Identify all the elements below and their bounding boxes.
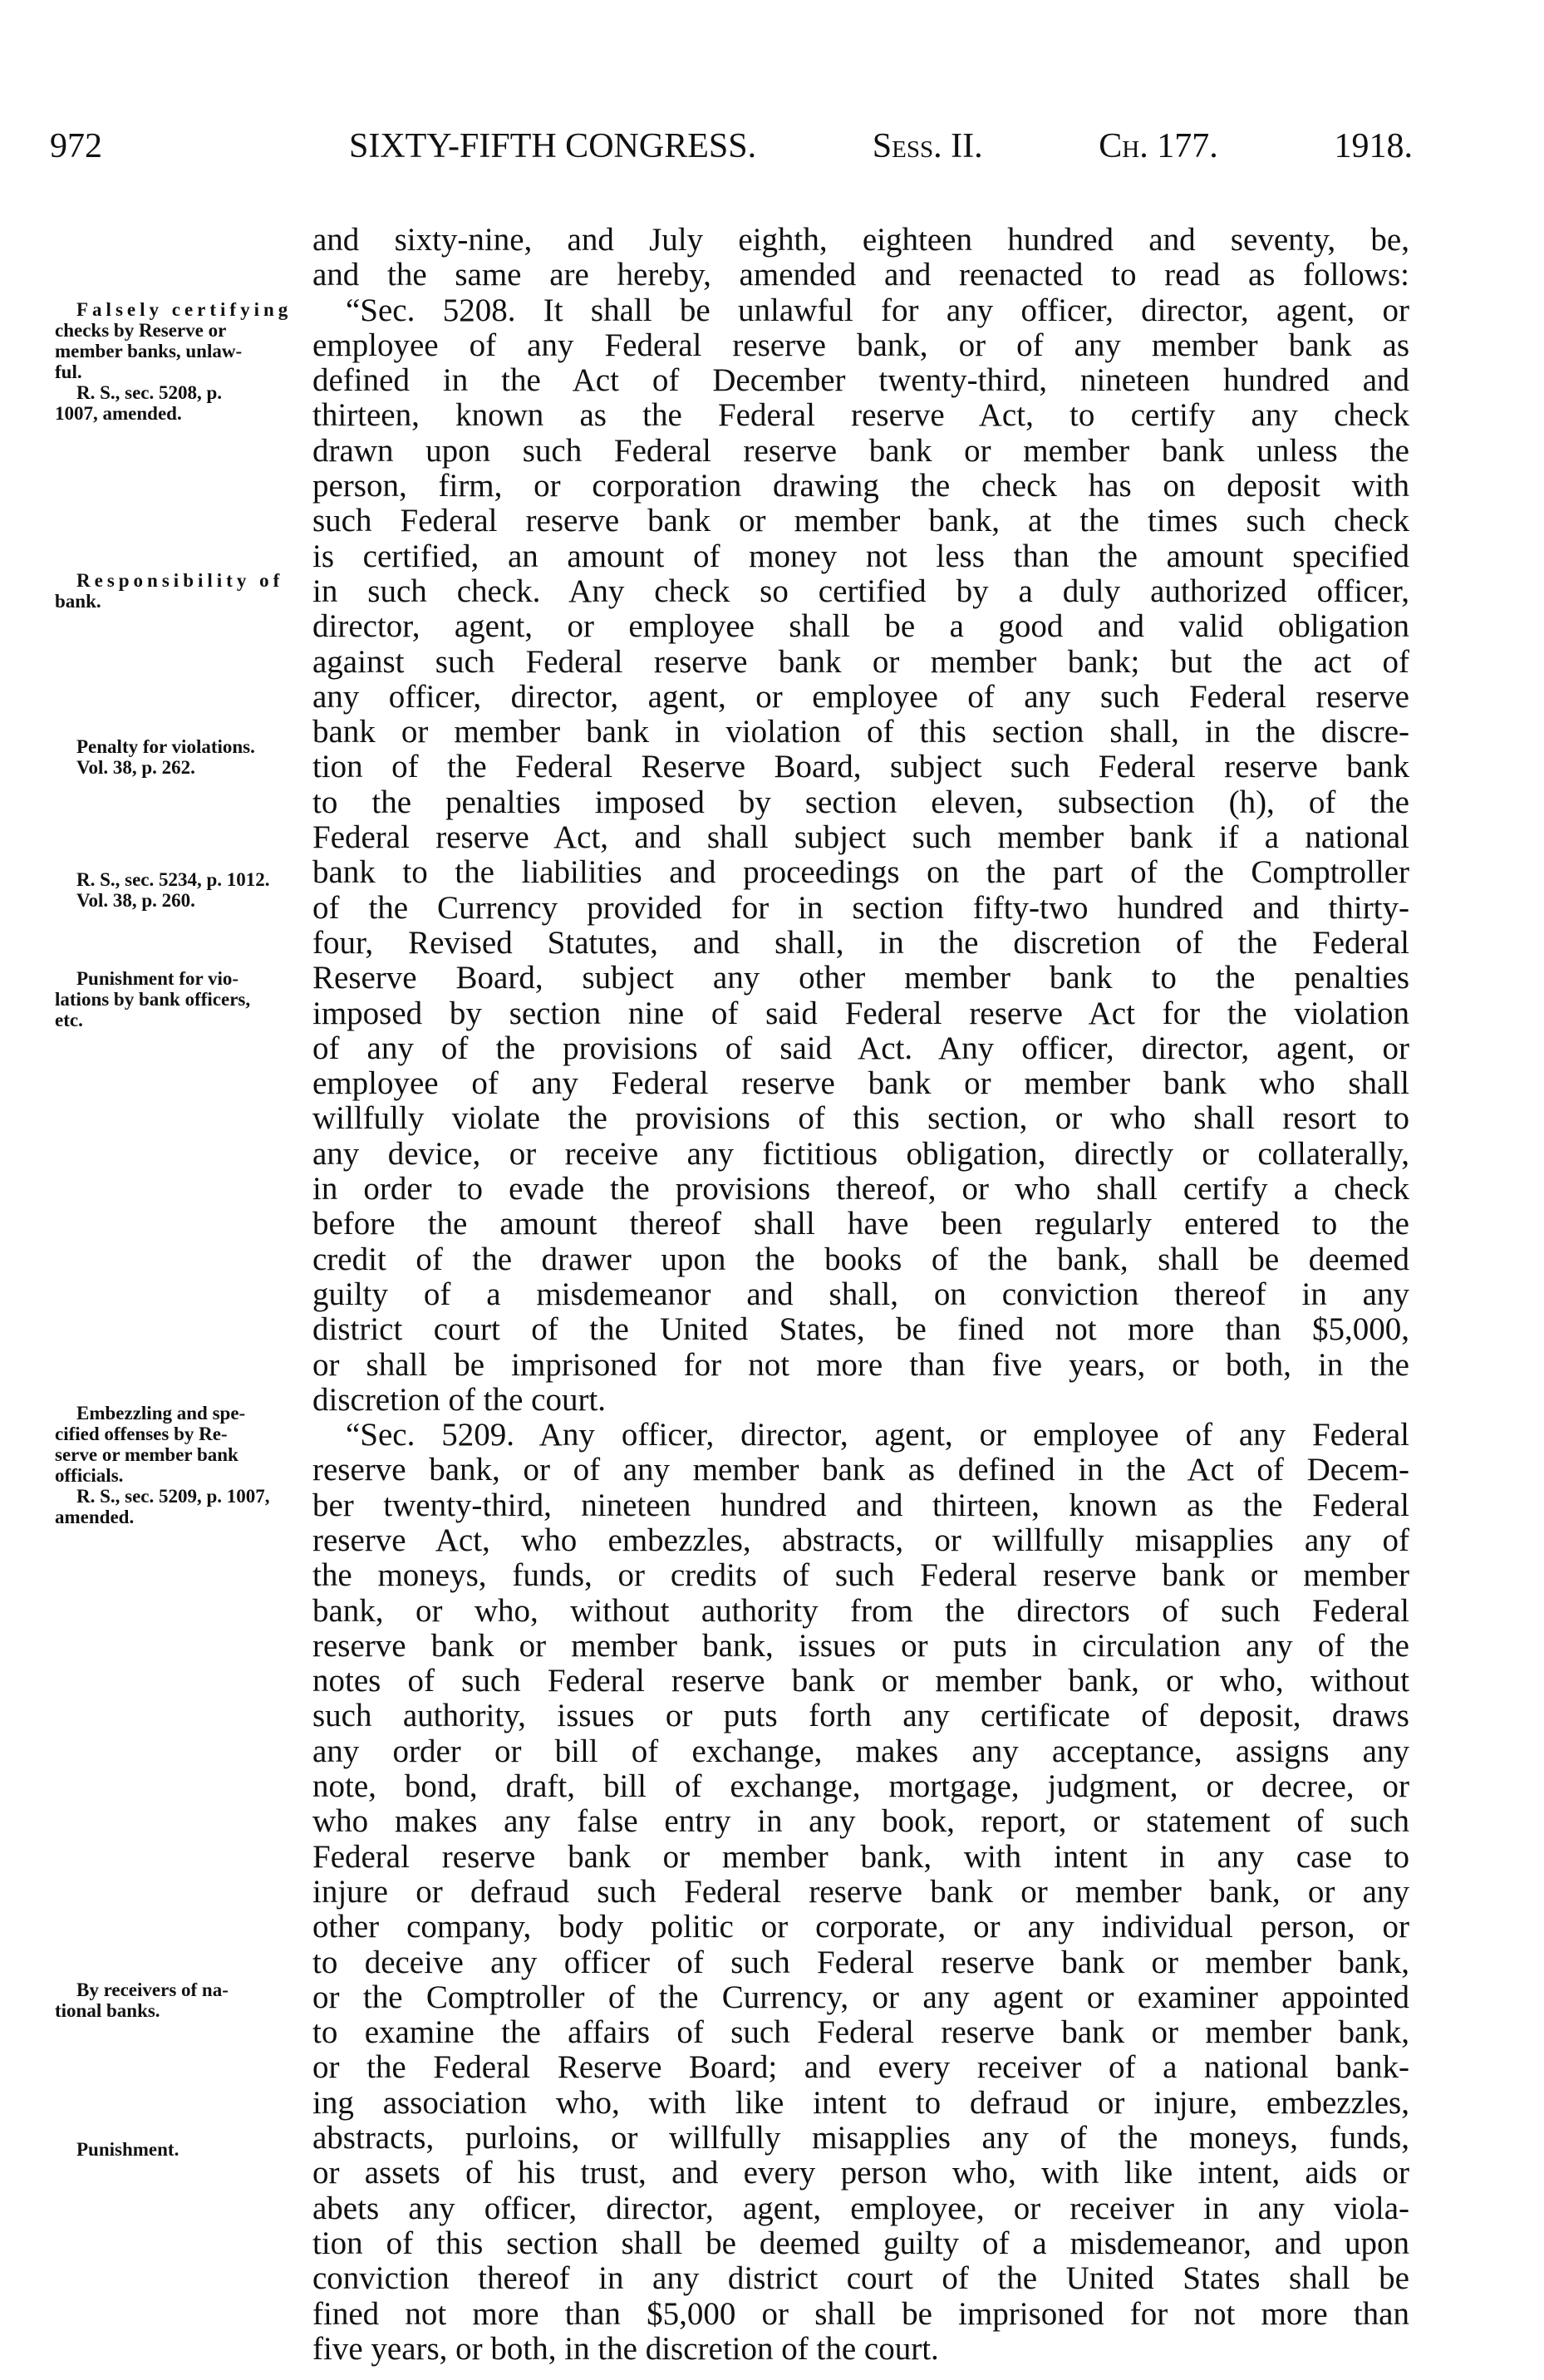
text-line: bank, or who, without authority from the directors of such Federal	[312, 1592, 1409, 1629]
text-line: conviction thereof in any district court of the United States shall be	[312, 2260, 1409, 2297]
margin-note-penalty	[55, 736, 302, 778]
text-line: in such check. Any check so certified by a duly authorized officer,	[312, 573, 1409, 609]
text-line: or assets of his trust, and every person who, with like intent, aids or	[312, 2155, 1409, 2191]
text-line: reserve bank or member bank, issues or puts in circulation any of the	[312, 1627, 1409, 1664]
text-line: to examine the affairs of such Federal reserve bank or member bank,	[312, 2014, 1409, 2051]
text-line: fined not more than $5,000 or shall be imprisoned for not more than	[312, 2295, 1409, 2332]
running-title	[349, 126, 1413, 166]
margin-note-line: R. S., sec. 5208, p.	[76, 382, 223, 403]
margin-note-line: Vol. 38, p. 262.	[76, 757, 195, 778]
text-line: director, agent, or employee shall be a good and valid obligation	[312, 608, 1409, 645]
margin-note-line: amended.	[55, 1507, 135, 1527]
text-line: discretion of the court.	[312, 1381, 607, 1418]
margin-note-line: Responsibility of	[76, 570, 284, 591]
running-header	[50, 126, 1413, 176]
text-line: ber twenty-third, nineteen hundred and thirteen, known as the Federal	[312, 1487, 1409, 1523]
text-line: five years, or both, in the discretion of the court.	[312, 2330, 939, 2367]
margin-note-line: etc.	[55, 1010, 83, 1030]
margin-note-receivers	[55, 1979, 302, 2021]
chapter-label: Ch. 177.	[1099, 127, 1218, 165]
text-line: Federal reserve bank or member bank, with intent in any case to	[312, 1838, 1409, 1875]
congress-label: SIXTY-FIFTH CONGRESS.	[349, 127, 757, 165]
text-line: and the same are hereby, amended and reenacted to read as follows:	[312, 257, 1409, 293]
text-line: such authority, issues or puts forth any certificate of deposit, draws	[312, 1698, 1409, 1734]
session-label: Sess. II.	[872, 127, 983, 165]
text-line: injure or defraud such Federal reserve bank or member bank, or any	[312, 1873, 1409, 1910]
text-line: four, Revised Statutes, and shall, in the discretion of the Federal	[312, 924, 1409, 961]
text-line: thirteen, known as the Federal reserve Act, to certify any check	[312, 397, 1409, 434]
margin-note-line: bank.	[55, 591, 101, 612]
margin-note-line: By receivers of na-	[76, 1979, 229, 2000]
text-line: other company, body politic or corporate, or any individual person, or	[312, 1909, 1409, 1945]
text-line: abstracts, purloins, or willfully misapplies any of the moneys, funds,	[312, 2120, 1409, 2156]
margin-note-line: checks by Reserve or	[55, 320, 227, 341]
text-line: or shall be imprisoned for not more than five years, or both, in the	[312, 1346, 1409, 1383]
margin-note-line: tional banks.	[55, 2000, 160, 2021]
margin-note-line: Falsely certifying	[76, 299, 293, 320]
text-line: any device, or receive any fictitious obligation, directly or collaterally,	[312, 1135, 1409, 1172]
text-line: guilty of a misdemeanor and shall, on conviction thereof in any	[312, 1276, 1409, 1312]
margin-note-line: 1007, amended.	[55, 403, 182, 424]
text-line: any officer, director, agent, or employee of any such Federal reserve	[312, 678, 1409, 715]
text-line: tion of this section shall be deemed guilty of a misdemeanor, and upon	[312, 2225, 1409, 2261]
text-line: any order or bill of exchange, makes any acceptance, assigns any	[312, 1733, 1409, 1769]
text-line: the moneys, funds, or credits of such Federal reserve bank or member	[312, 1557, 1409, 1594]
margin-note-line: R. S., sec. 5209, p. 1007,	[76, 1486, 270, 1507]
margin-note-line: R. S., sec. 5234, p. 1012.	[76, 869, 270, 890]
margin-note-line: Vol. 38, p. 260.	[76, 890, 195, 911]
margin-note-line: member banks, unlaw-	[55, 341, 243, 361]
text-line: such Federal reserve bank or member bank, at the times such check	[312, 503, 1409, 539]
text-line: and sixty-nine, and July eighth, eighteen hundred and seventy, be,	[312, 222, 1409, 258]
margin-note-line: Embezzling and spe-	[76, 1403, 246, 1424]
statute-text	[312, 223, 1409, 2367]
text-line: bank to the liabilities and proceedings on the part of the Comptroller	[312, 854, 1409, 891]
text-line: who makes any false entry in any book, report, or statement of such	[312, 1803, 1409, 1840]
text-line: drawn upon such Federal reserve bank or member bank unless the	[312, 432, 1409, 469]
text-line: of any of the provisions of said Act. Any officer, director, agent, or	[312, 1030, 1409, 1066]
margin-note-rs-5234	[55, 869, 302, 911]
text-line: Reserve Board, subject any other member bank to the penalties	[312, 960, 1409, 996]
margin-note-line: cified offenses by Re-	[55, 1424, 228, 1444]
margin-note-line: ful.	[55, 361, 82, 382]
text-line: reserve bank, or of any member bank as defined in the Act of Decem-	[312, 1452, 1409, 1488]
text-line: imposed by section nine of said Federal reserve Act for the violation	[312, 995, 1409, 1031]
text-line: note, bond, draft, bill of exchange, mortgage, judgment, or decree, or	[312, 1768, 1409, 1805]
text-line: willfully violate the provisions of this section, or who shall resort to	[312, 1100, 1409, 1137]
margin-note-punishment-officers	[55, 968, 302, 1030]
text-line: notes of such Federal reserve bank or member bank, or who, without	[312, 1663, 1409, 1699]
margin-note-line: lations by bank officers,	[55, 989, 251, 1010]
text-line: against such Federal reserve bank or member bank; but the act of	[312, 643, 1409, 680]
margin-note-punishment	[55, 2139, 302, 2160]
text-line: district court of the United States, be fined not more than $5,000,	[312, 1311, 1409, 1348]
margin-note-line: serve or member bank	[55, 1444, 238, 1465]
margin-note-line: Penalty for violations.	[76, 736, 255, 757]
margin-note-embezzling	[55, 1403, 302, 1527]
margin-note-responsibility	[55, 570, 302, 612]
text-line: “Sec. 5208. It shall be unlawful for any officer, director, agent, or	[346, 292, 1409, 328]
text-line: bank or member bank in violation of this section shall, in the discre-	[312, 714, 1409, 750]
margin-note-line: Punishment for vio-	[76, 968, 239, 989]
text-line: is certified, an amount of money not less than the amount specified	[312, 538, 1409, 574]
text-line: person, firm, or corporation drawing the check has on deposit with	[312, 468, 1409, 504]
text-line: credit of the drawer upon the books of the bank, shall be deemed	[312, 1241, 1409, 1277]
text-line: abets any officer, director, agent, employee, or receiver in any viola-	[312, 2190, 1409, 2226]
text-line: to the penalties imposed by section eleven, subsection (h), of the	[312, 784, 1409, 820]
text-line: tion of the Federal Reserve Board, subject such Federal reserve bank	[312, 749, 1409, 785]
text-line: or the Comptroller of the Currency, or any agent or examiner appointed	[312, 1979, 1409, 2015]
text-line: reserve Act, who embezzles, abstracts, or willfully misapplies any of	[312, 1522, 1409, 1558]
text-line: employee of any Federal reserve bank, or of any member bank as	[312, 327, 1409, 363]
text-line: defined in the Act of December twenty-third, nineteen hundred and	[312, 362, 1409, 399]
text-line: in order to evade the provisions thereof, or who shall certify a check	[312, 1171, 1409, 1207]
text-line: of the Currency provided for in section fifty-two hundred and thirty-	[312, 889, 1409, 926]
page-number: 972	[50, 127, 102, 165]
margin-note-line: officials.	[55, 1465, 124, 1486]
text-line: before the amount thereof shall have been regularly entered to the	[312, 1206, 1409, 1242]
text-line: “Sec. 5209. Any officer, director, agent, or employee of any Federal	[346, 1417, 1409, 1453]
text-line: employee of any Federal reserve bank or member bank who shall	[312, 1065, 1409, 1102]
text-line: to deceive any officer of such Federal reserve bank or member bank,	[312, 1944, 1409, 1980]
text-line: Federal reserve Act, and shall subject such member bank if a national	[312, 819, 1409, 856]
year-label: 1918.	[1334, 127, 1413, 165]
text-line: or the Federal Reserve Board; and every receiver of a national bank-	[312, 2049, 1409, 2086]
margin-note-falsely-certifying	[55, 299, 302, 424]
text-line: ing association who, with like intent to defraud or injure, embezzles,	[312, 2084, 1409, 2121]
margin-note-line: Punishment.	[76, 2139, 179, 2160]
